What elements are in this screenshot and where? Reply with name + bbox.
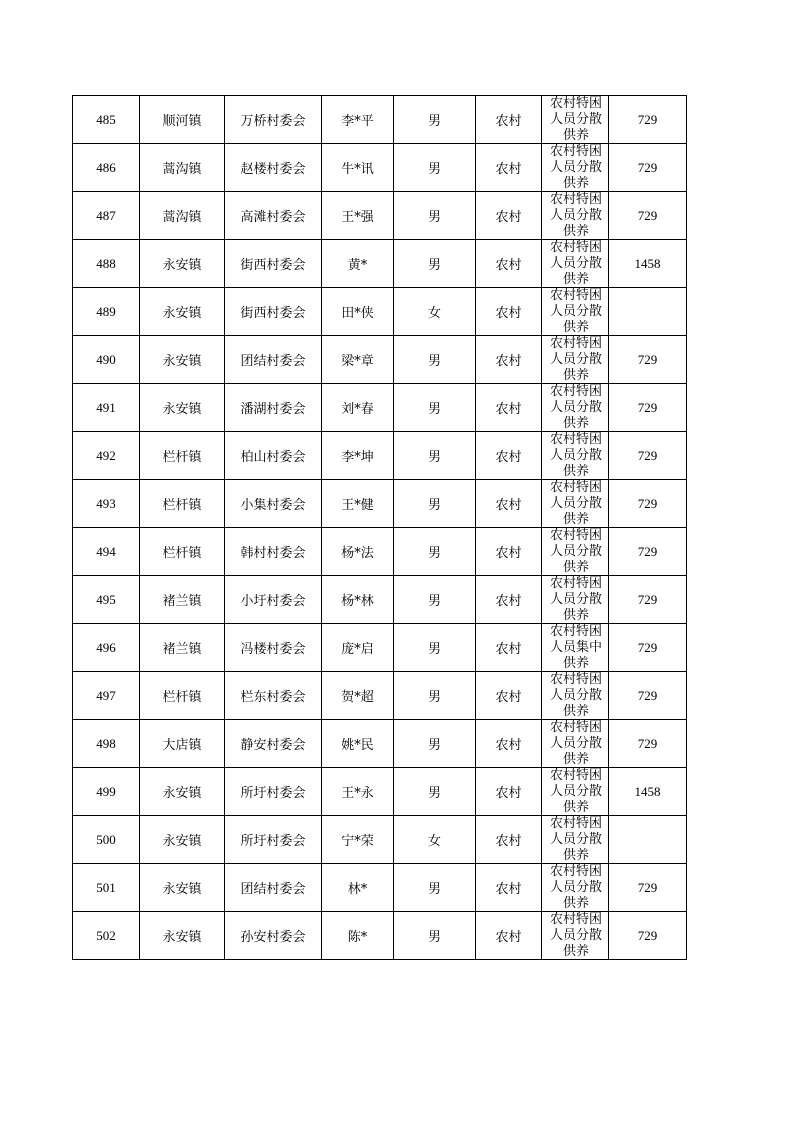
subsidy-amount-cell: 729 (609, 912, 687, 960)
support-category-cell (542, 816, 609, 864)
subsidy-amount-cell: 729 (609, 336, 687, 384)
row-number-cell: 500 (73, 816, 140, 864)
table-body (73, 96, 687, 960)
town-cell: 永安镇 (140, 816, 225, 864)
town-cell: 永安镇 (140, 384, 225, 432)
town-cell: 栏杆镇 (140, 432, 225, 480)
subsidy-amount-cell: 729 (609, 576, 687, 624)
person-name-cell: 王*健 (322, 480, 394, 528)
area-type-cell: 农村 (476, 240, 542, 288)
subsidy-amount-cell (609, 816, 687, 864)
person-name-cell: 田*侠 (322, 288, 394, 336)
support-category-text: 农村特困人员分散供养 (549, 432, 602, 479)
gender-cell: 男 (394, 96, 476, 144)
row-number-cell: 490 (73, 336, 140, 384)
person-name-cell: 梁*章 (322, 336, 394, 384)
row-number-cell: 502 (73, 912, 140, 960)
gender-cell: 男 (394, 720, 476, 768)
gender-cell: 男 (394, 384, 476, 432)
subsidy-amount-cell (609, 288, 687, 336)
village-committee-cell: 静安村委会 (225, 720, 322, 768)
area-type-cell: 农村 (476, 720, 542, 768)
area-type-cell: 农村 (476, 384, 542, 432)
village-committee-cell: 栏东村委会 (225, 672, 322, 720)
area-type-cell: 农村 (476, 768, 542, 816)
beneficiary-table (72, 95, 687, 960)
village-committee-cell: 小集村委会 (225, 480, 322, 528)
area-type-cell: 农村 (476, 672, 542, 720)
subsidy-amount-cell: 729 (609, 384, 687, 432)
town-cell: 永安镇 (140, 912, 225, 960)
support-category-text: 农村特困人员分散供养 (549, 240, 602, 287)
village-committee-cell: 高滩村委会 (225, 192, 322, 240)
table-row (73, 576, 687, 624)
support-category-text: 农村特困人员分散供养 (549, 672, 602, 719)
gender-cell: 男 (394, 672, 476, 720)
support-category-cell (542, 912, 609, 960)
table-row (73, 912, 687, 960)
row-number-cell: 489 (73, 288, 140, 336)
support-category-cell (542, 624, 609, 672)
table-row (73, 288, 687, 336)
row-number-cell: 488 (73, 240, 140, 288)
gender-cell: 女 (394, 288, 476, 336)
person-name-cell: 牛*讯 (322, 144, 394, 192)
area-type-cell: 农村 (476, 912, 542, 960)
area-type-cell: 农村 (476, 144, 542, 192)
person-name-cell: 王*永 (322, 768, 394, 816)
table-row (73, 864, 687, 912)
subsidy-amount-cell: 729 (609, 432, 687, 480)
gender-cell: 男 (394, 336, 476, 384)
support-category-cell (542, 672, 609, 720)
gender-cell: 男 (394, 624, 476, 672)
support-category-text: 农村特困人员分散供养 (549, 192, 602, 239)
town-cell: 栏杆镇 (140, 528, 225, 576)
support-category-text: 农村特困人员分散供养 (549, 96, 602, 143)
village-committee-cell: 街西村委会 (225, 240, 322, 288)
village-committee-cell: 团结村委会 (225, 336, 322, 384)
support-category-cell (542, 576, 609, 624)
table-row (73, 672, 687, 720)
row-number-cell: 495 (73, 576, 140, 624)
support-category-cell (542, 240, 609, 288)
table-row (73, 96, 687, 144)
support-category-cell (542, 336, 609, 384)
support-category-text: 农村特困人员分散供养 (549, 288, 602, 335)
subsidy-amount-cell: 729 (609, 96, 687, 144)
support-category-text: 农村特困人员分散供养 (549, 384, 602, 431)
area-type-cell: 农村 (476, 816, 542, 864)
gender-cell: 男 (394, 144, 476, 192)
table-row (73, 480, 687, 528)
support-category-text: 农村特困人员分散供养 (549, 768, 602, 815)
village-committee-cell: 所圩村委会 (225, 768, 322, 816)
row-number-cell: 501 (73, 864, 140, 912)
support-category-text: 农村特困人员分散供养 (549, 720, 602, 767)
town-cell: 永安镇 (140, 768, 225, 816)
person-name-cell: 杨*林 (322, 576, 394, 624)
table-row (73, 336, 687, 384)
area-type-cell: 农村 (476, 288, 542, 336)
person-name-cell: 杨*法 (322, 528, 394, 576)
support-category-cell (542, 144, 609, 192)
row-number-cell: 486 (73, 144, 140, 192)
support-category-text: 农村特困人员分散供养 (549, 816, 602, 863)
person-name-cell: 黄* (322, 240, 394, 288)
support-category-text: 农村特困人员分散供养 (549, 576, 602, 623)
person-name-cell: 庞*启 (322, 624, 394, 672)
village-committee-cell: 小圩村委会 (225, 576, 322, 624)
person-name-cell: 陈* (322, 912, 394, 960)
town-cell: 顺河镇 (140, 96, 225, 144)
person-name-cell: 李*平 (322, 96, 394, 144)
row-number-cell: 491 (73, 384, 140, 432)
gender-cell: 男 (394, 912, 476, 960)
table-row (73, 192, 687, 240)
table-row (73, 528, 687, 576)
gender-cell: 男 (394, 432, 476, 480)
area-type-cell: 农村 (476, 864, 542, 912)
support-category-cell (542, 528, 609, 576)
area-type-cell: 农村 (476, 336, 542, 384)
support-category-text: 农村特困人员分散供养 (549, 528, 602, 575)
table-row (73, 816, 687, 864)
town-cell: 永安镇 (140, 336, 225, 384)
subsidy-amount-cell: 729 (609, 480, 687, 528)
subsidy-amount-cell: 1458 (609, 768, 687, 816)
support-category-cell (542, 288, 609, 336)
town-cell: 大店镇 (140, 720, 225, 768)
subsidy-amount-cell: 729 (609, 624, 687, 672)
gender-cell: 男 (394, 192, 476, 240)
town-cell: 栏杆镇 (140, 672, 225, 720)
village-committee-cell: 孙安村委会 (225, 912, 322, 960)
person-name-cell: 王*强 (322, 192, 394, 240)
gender-cell: 男 (394, 240, 476, 288)
area-type-cell: 农村 (476, 432, 542, 480)
gender-cell: 男 (394, 864, 476, 912)
village-committee-cell: 韩村村委会 (225, 528, 322, 576)
support-category-cell (542, 864, 609, 912)
table-row (73, 720, 687, 768)
row-number-cell: 497 (73, 672, 140, 720)
village-committee-cell: 赵楼村委会 (225, 144, 322, 192)
support-category-cell (542, 432, 609, 480)
row-number-cell: 499 (73, 768, 140, 816)
village-committee-cell: 万桥村委会 (225, 96, 322, 144)
support-category-text: 农村特困人员分散供养 (549, 912, 602, 959)
row-number-cell: 494 (73, 528, 140, 576)
row-number-cell: 496 (73, 624, 140, 672)
support-category-text: 农村特困人员分散供养 (549, 144, 602, 191)
town-cell: 永安镇 (140, 864, 225, 912)
gender-cell: 男 (394, 768, 476, 816)
gender-cell: 男 (394, 528, 476, 576)
town-cell: 永安镇 (140, 240, 225, 288)
village-committee-cell: 冯楼村委会 (225, 624, 322, 672)
area-type-cell: 农村 (476, 96, 542, 144)
row-number-cell: 487 (73, 192, 140, 240)
support-category-cell (542, 720, 609, 768)
person-name-cell: 林* (322, 864, 394, 912)
table-row (73, 144, 687, 192)
person-name-cell: 贺*超 (322, 672, 394, 720)
row-number-cell: 485 (73, 96, 140, 144)
village-committee-cell: 团结村委会 (225, 864, 322, 912)
table-row (73, 240, 687, 288)
town-cell: 永安镇 (140, 288, 225, 336)
subsidy-amount-cell: 729 (609, 864, 687, 912)
support-category-cell (542, 480, 609, 528)
village-committee-cell: 柏山村委会 (225, 432, 322, 480)
subsidy-amount-cell: 729 (609, 144, 687, 192)
subsidy-amount-cell: 729 (609, 720, 687, 768)
area-type-cell: 农村 (476, 192, 542, 240)
support-category-text: 农村特困人员集中供养 (549, 624, 602, 671)
support-category-cell (542, 384, 609, 432)
town-cell: 褚兰镇 (140, 624, 225, 672)
village-committee-cell: 街西村委会 (225, 288, 322, 336)
town-cell: 栏杆镇 (140, 480, 225, 528)
table-row (73, 384, 687, 432)
support-category-cell (542, 192, 609, 240)
support-category-text: 农村特困人员分散供养 (549, 480, 602, 527)
area-type-cell: 农村 (476, 624, 542, 672)
gender-cell: 男 (394, 576, 476, 624)
subsidy-amount-cell: 729 (609, 672, 687, 720)
row-number-cell: 493 (73, 480, 140, 528)
person-name-cell: 姚*民 (322, 720, 394, 768)
subsidy-amount-cell: 729 (609, 528, 687, 576)
area-type-cell: 农村 (476, 480, 542, 528)
person-name-cell: 宁*荣 (322, 816, 394, 864)
row-number-cell: 498 (73, 720, 140, 768)
support-category-text: 农村特困人员分散供养 (549, 864, 602, 911)
support-category-cell (542, 96, 609, 144)
town-cell: 蒿沟镇 (140, 144, 225, 192)
gender-cell: 男 (394, 480, 476, 528)
town-cell: 褚兰镇 (140, 576, 225, 624)
village-committee-cell: 所圩村委会 (225, 816, 322, 864)
town-cell: 蒿沟镇 (140, 192, 225, 240)
table-row (73, 624, 687, 672)
area-type-cell: 农村 (476, 528, 542, 576)
area-type-cell: 农村 (476, 576, 542, 624)
person-name-cell: 李*坤 (322, 432, 394, 480)
support-category-text: 农村特困人员分散供养 (549, 336, 602, 383)
person-name-cell: 刘*春 (322, 384, 394, 432)
table-row (73, 432, 687, 480)
village-committee-cell: 潘湖村委会 (225, 384, 322, 432)
row-number-cell: 492 (73, 432, 140, 480)
gender-cell: 女 (394, 816, 476, 864)
table-row (73, 768, 687, 816)
support-category-cell (542, 768, 609, 816)
subsidy-amount-cell: 1458 (609, 240, 687, 288)
subsidy-amount-cell: 729 (609, 192, 687, 240)
